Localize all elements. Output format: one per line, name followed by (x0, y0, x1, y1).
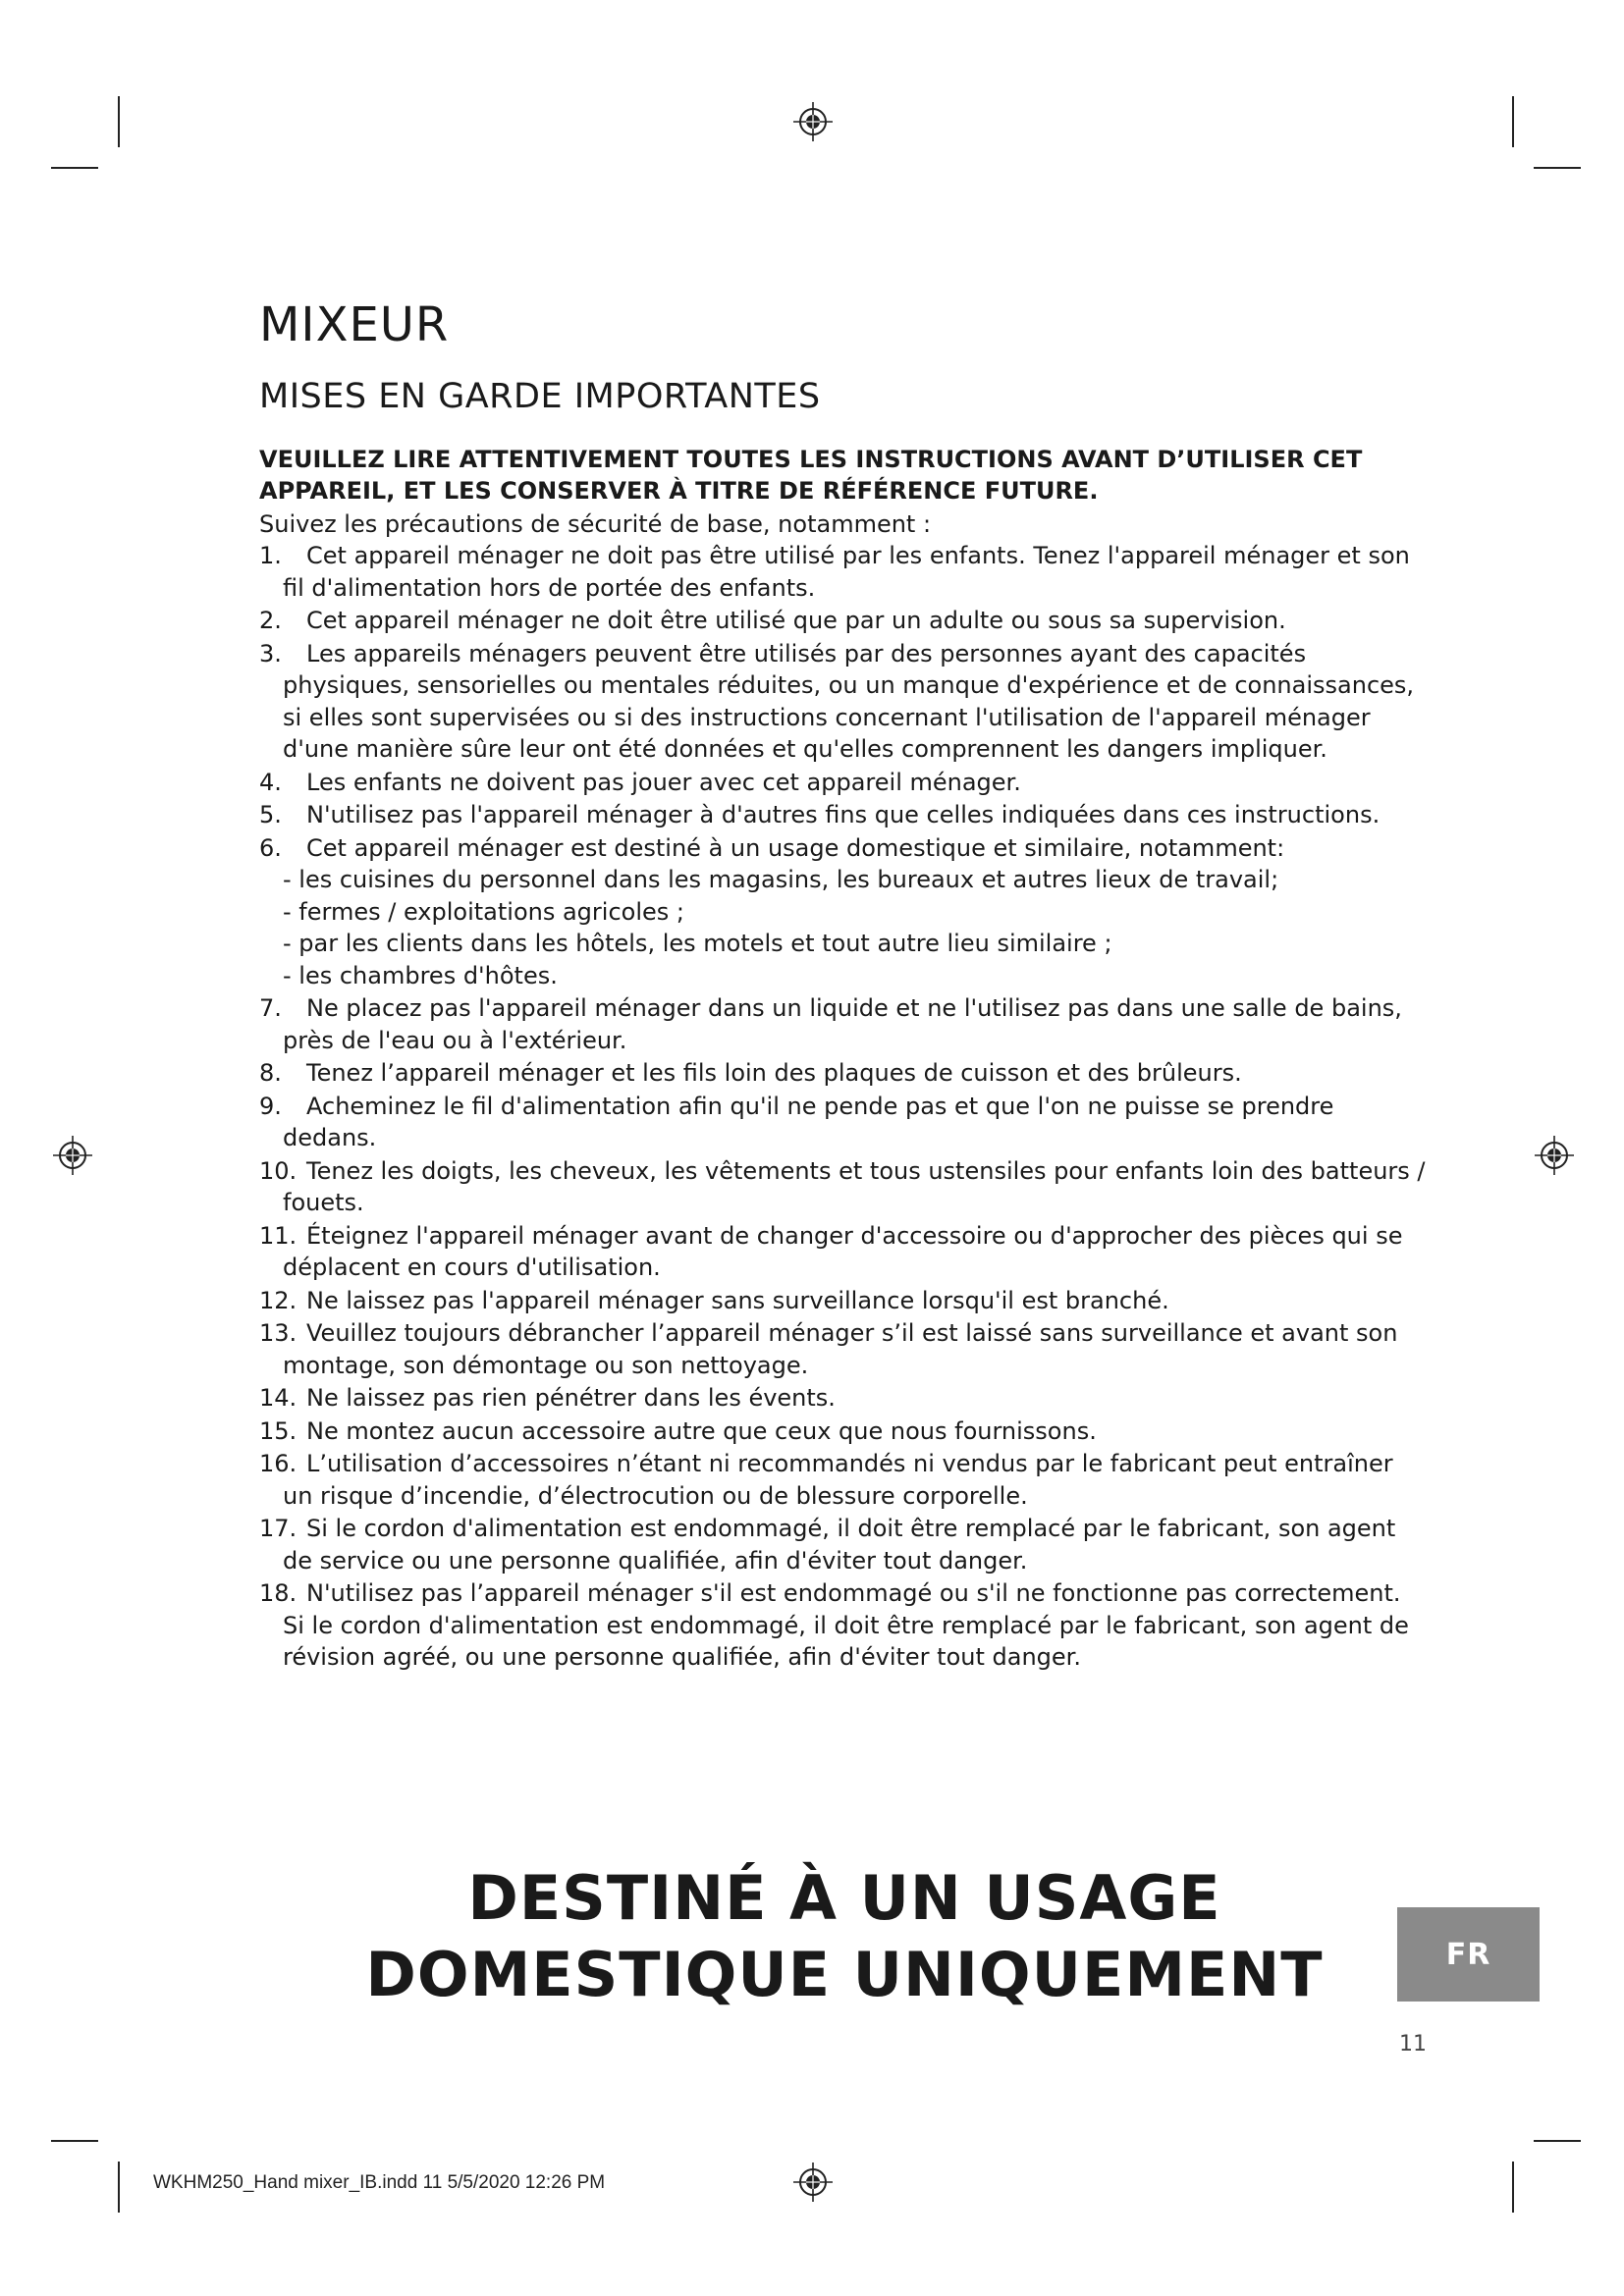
list-item-text: Ne laissez pas rien pénétrer dans les évents. (306, 1384, 836, 1412)
list-item-number: 6. (259, 833, 282, 862)
list-item-number: 16. (259, 1450, 298, 1477)
list-item (259, 1513, 1428, 1576)
list-subitem: - les cuisines du personnel dans les magasins, les bureaux et autres lieux de travail; (283, 866, 1279, 893)
page-title: MIXEUR (259, 297, 450, 352)
list-item-text: Les enfants ne doivent pas jouer avec cet appareil ménager. (306, 768, 1021, 796)
list-item (259, 638, 1428, 766)
list-item-number: 3. (259, 639, 282, 667)
footer-slug: WKHM250_Hand mixer_IB.indd 11 5/5/2020 12:26 PM (153, 2172, 606, 2193)
list-item-text: Veuillez toujours débrancher l’appareil ménager s’il est laissé sans surveillance et avant son montage, son démontage ou son nettoyage. (283, 1319, 1398, 1379)
list-item-number: 17. (259, 1515, 298, 1542)
list-item (259, 605, 1428, 637)
language-badge: FR (1397, 1907, 1540, 2002)
list-item-number: 15. (259, 1416, 298, 1445)
crop-mark-bottom-right-v (1512, 2162, 1514, 2213)
list-item-text: Cet appareil ménager ne doit être utilisé que par un adulte ou sous sa supervision. (306, 607, 1286, 634)
list-item-text: Si le cordon d'alimentation est endommagé, il doit être remplacé par le fabricant, son agent de service ou une personne qualifiée, afin d'éviter tout danger. (283, 1515, 1396, 1575)
crop-mark-bottom-left-v (118, 2162, 120, 2213)
list-item (259, 1220, 1428, 1284)
list-item (259, 540, 1428, 604)
list-item-text: Cet appareil ménager est destiné à un usage domestique et similaire, notamment: (306, 833, 1285, 862)
list-item (259, 1091, 1428, 1154)
list-item-number: 18. (259, 1579, 298, 1607)
list-item-text: Ne laissez pas l'appareil ménager sans surveillance lorsqu'il est branché. (306, 1286, 1169, 1314)
registration-mark-icon (793, 102, 833, 141)
intro-warning: VEUILLEZ LIRE ATTENTIVEMENT TOUTES LES INSTRUCTIONS AVANT D’UTILISER CET APPAREIL, ET LES CONSERVER À TITRE DE RÉFÉRENCE FUTURE. (259, 446, 1363, 505)
list-item-number: 8. (259, 1059, 282, 1087)
crop-mark-top-right-v (1512, 96, 1514, 147)
registration-mark-icon (53, 1136, 92, 1175)
list-item (259, 1577, 1428, 1674)
list-item (259, 992, 1428, 1056)
list-item-number: 10. (259, 1156, 298, 1185)
list-item-text: Les appareils ménagers peuvent être utilisés par des personnes ayant des capacités physiques, sensorielles ou mentales réduites, ou un manque d'expérience et de connaissances, si elles sont supervisées ou si des instructions concernant l'utilisation de l'appareil ménager d'une manière sûre leur ont été données et qu'elles comprennent les dangers impliquer. (283, 639, 1415, 763)
list-item (259, 1415, 1428, 1448)
list-item-text: Éteignez l'appareil ménager avant de changer d'accessoire ou d'approcher des pièces qui se déplacent en cours d'utilisation. (283, 1221, 1403, 1281)
crop-mark-bottom-left-h (51, 2140, 98, 2142)
list-item-text: Ne montez aucun accessoire autre que ceux que nous fournissons. (306, 1416, 1097, 1445)
list-item-number: 7. (259, 994, 282, 1022)
section-title: MISES EN GARDE IMPORTANTES (259, 377, 821, 416)
safety-list (259, 540, 1428, 1674)
list-item-text: Ne placez pas l'appareil ménager dans un liquide et ne l'utilisez pas dans une salle de bains, près de l'eau ou à l'extérieur. (283, 994, 1402, 1054)
list-item (259, 767, 1428, 799)
crop-mark-top-right-h (1534, 167, 1581, 169)
list-item (259, 1285, 1428, 1317)
list-item-number: 5. (259, 801, 282, 828)
domestic-use-banner (324, 1860, 1365, 2013)
list-item-number: 9. (259, 1092, 282, 1120)
crop-mark-top-left-h (51, 167, 98, 169)
registration-mark-icon (793, 2163, 833, 2202)
list-item-number: 4. (259, 768, 282, 796)
list-item-text: N'utilisez pas l'appareil ménager à d'autres fins que celles indiquées dans ces instructions. (306, 801, 1380, 828)
lead-text: Suivez les précautions de sécurité de base, notamment : (259, 510, 932, 538)
main-content (259, 291, 1428, 1675)
list-item (259, 1448, 1428, 1512)
list-item (259, 799, 1428, 831)
list-item-number: 14. (259, 1384, 298, 1412)
list-item-text: Acheminez le fil d'alimentation afin qu'il ne pende pas et que l'on ne puisse se prendre dedans. (283, 1092, 1334, 1151)
registration-mark-icon (1535, 1136, 1574, 1175)
page-number: 11 (1399, 2032, 1427, 2056)
domestic-line-2: DOMESTIQUE UNIQUEMENT (365, 1939, 1324, 2010)
crop-mark-bottom-right-h (1534, 2140, 1581, 2142)
list-item-number: 12. (259, 1286, 298, 1314)
list-item-text: Tenez l’appareil ménager et les fils loin des plaques de cuisson et des brûleurs. (306, 1059, 1242, 1087)
list-subitem: - fermes / exploitations agricoles ; (283, 897, 684, 926)
list-item-text: N'utilisez pas l’appareil ménager s'il est endommagé ou s'il ne fonctionne pas correctement. Si le cordon d'alimentation est endommagé, il doit être remplacé par le fabricant, son agent de révision agréé, ou une personne qualifiée, afin d'éviter tout danger. (283, 1579, 1409, 1671)
list-subitem: - les chambres d'hôtes. (283, 961, 558, 989)
list-item (259, 1382, 1428, 1415)
list-item (259, 1317, 1428, 1381)
list-item (259, 1057, 1428, 1090)
list-item-number: 13. (259, 1319, 298, 1347)
list-subitem: - par les clients dans les hôtels, les motels et tout autre lieu similaire ; (283, 930, 1112, 957)
list-item-text: Cet appareil ménager ne doit pas être utilisé par les enfants. Tenez l'appareil ménager et son fil d'alimentation hors de portée des enfants. (283, 542, 1410, 602)
list-item-text: L’utilisation d’accessoires n’étant ni recommandés ni vendus par le fabricant peut entraîner un risque d’incendie, d’électrocution ou de blessure corporelle. (283, 1450, 1393, 1510)
list-item (259, 832, 1428, 992)
list-item-number: 1. (259, 542, 282, 569)
list-item-number: 2. (259, 607, 282, 634)
domestic-line-1: DESTINÉ À UN USAGE (467, 1862, 1221, 1934)
crop-mark-top-left-v (118, 96, 120, 147)
list-item-text: Tenez les doigts, les cheveux, les vêtements et tous ustensiles pour enfants loin des batteurs / fouets. (283, 1156, 1426, 1216)
list-item (259, 1155, 1428, 1219)
list-item-number: 11. (259, 1221, 298, 1250)
